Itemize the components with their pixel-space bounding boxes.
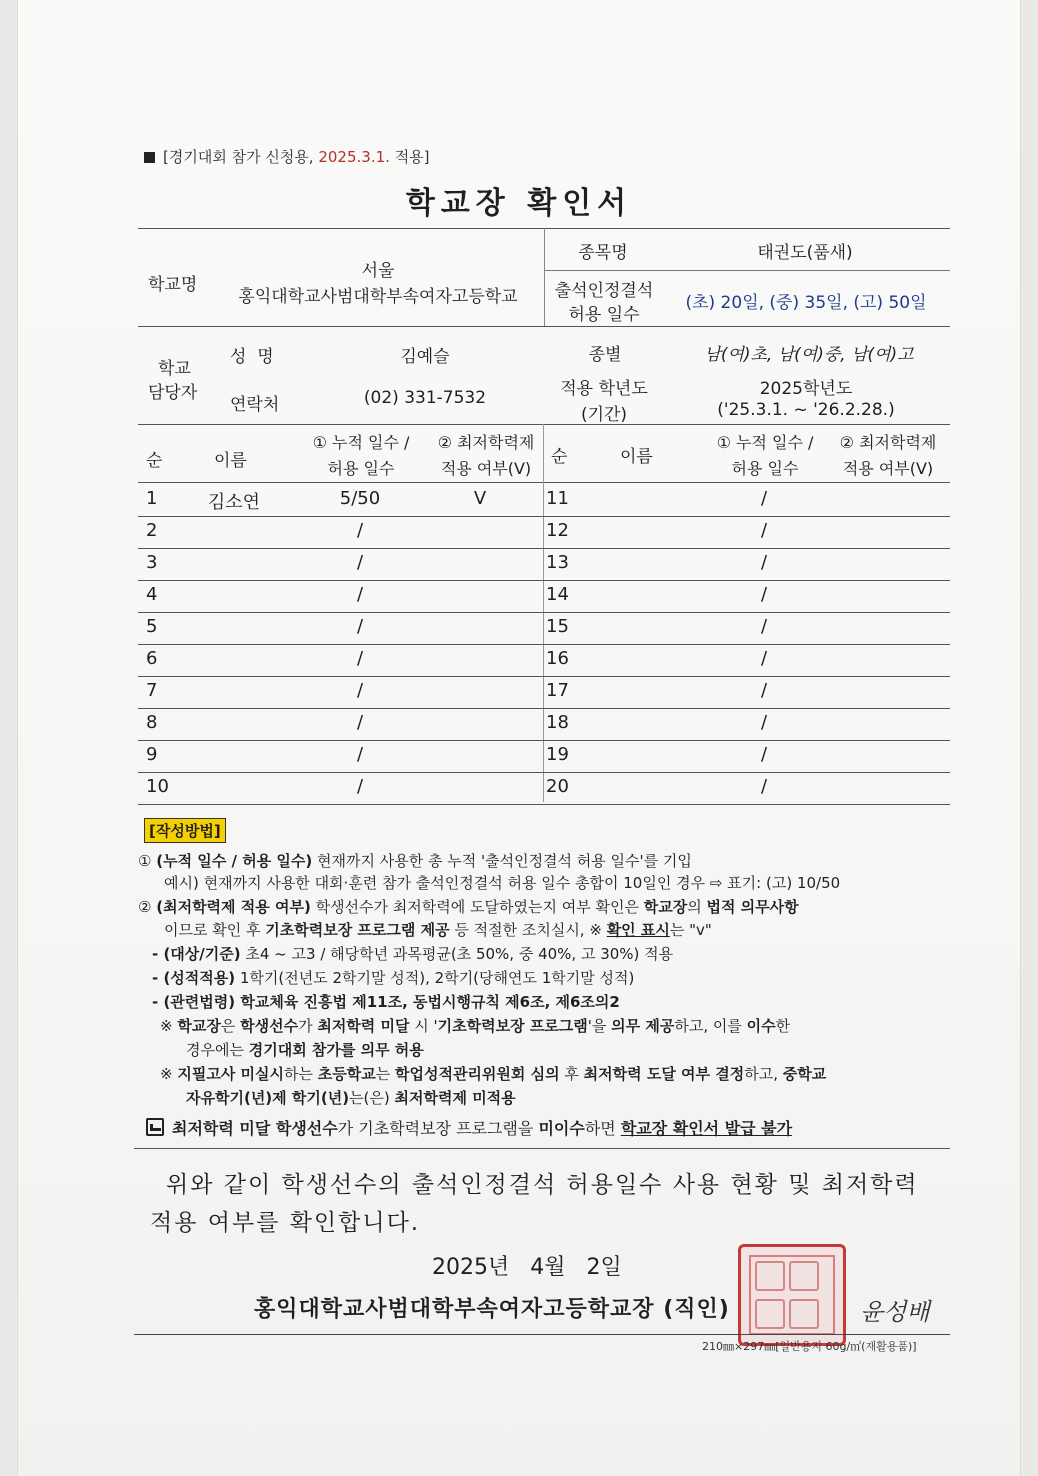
row-no: 20 [546,776,569,797]
school-year-value-2: ('25.3.1. ~ '26.2.28.) [717,400,895,420]
method-line-8: ※ 학교장은 학생선수가 최저학력 미달 시 '기초학력보장 프로그램'을 의무 제공하고, 이를 이수한 [160,1017,791,1035]
row-no: 9 [146,744,158,765]
category-label: 종별 [588,345,622,365]
issue-date: 2025년 4월 2일 [432,1255,622,1280]
col-min-left-2: 적용 여부(V) [440,459,532,478]
row-days: / [760,712,768,733]
row-days: / [760,488,768,509]
row-divider [138,740,950,741]
row-no: 18 [546,712,569,733]
col-name-right: 이름 [620,447,653,467]
row-no: 10 [146,776,169,797]
row-name: 김소연 [207,492,261,513]
row-days: / [356,744,364,765]
allowed-days-value: (초) 20일, (중) 35일, (고) 50일 [685,293,927,313]
row-days: / [760,552,768,573]
square-bullet-icon [144,152,155,163]
row-days: / [356,648,364,669]
row-no: 1 [146,488,158,509]
method-line-9: 경우에는 경기대회 참가를 의무 허용 [186,1041,424,1059]
row-days: / [760,520,768,541]
col-days-left-2: 허용 일수 [327,459,395,478]
school-year-label-2: (기간) [580,405,628,425]
category-value: 남(여)초, 남(여)중, 남(여)고 [704,345,914,365]
row-no: 16 [546,648,569,669]
row-divider [138,676,950,677]
method-tag: [작성방법] [144,818,226,843]
col-days-left-1: ① 누적 일수 / [312,433,410,452]
method-line-1: ① (누적 일수 / 허용 일수) 현재까지 사용한 총 누적 '출석인정결석 허용 일수'를 기입 [138,852,692,870]
school-year-label-1: 적용 학년도 [560,379,648,399]
manager-name: 김예슬 [400,347,450,367]
row-days: / [760,616,768,637]
row-no: 3 [146,552,158,573]
row-divider [138,612,950,613]
row-no: 2 [146,520,158,541]
col-name-left: 이름 [214,451,247,471]
row-days: / [760,744,768,765]
col-days-right-2: 허용 일수 [731,459,799,478]
sport-label: 종목명 [578,243,628,263]
official-seal [738,1244,846,1346]
method-line-3: ② (최저학력제 적용 여부) 학생선수가 최저학력에 도달하였는지 여부 확인은 학교장의 법적 의무사항 [138,898,799,916]
row-divider [138,644,950,645]
row-days: / [760,648,768,669]
row-days: / [356,552,364,573]
method-line-7: - (관련법령) 학교체육 진흥법 제11조, 동법시행규칙 제6조, 제6조의2 [152,993,620,1011]
row-days: / [760,680,768,701]
manager-name-label: 성 명 [230,347,274,367]
school-region: 서울 [361,261,395,281]
school-label: 학교명 [148,275,198,295]
school-year-value-1: 2025학년도 [759,379,853,399]
row-divider [138,772,950,773]
closing-line-2: 적용 여부를 확인합니다. [150,1210,421,1236]
row-days: / [356,712,364,733]
col-min-right-1: ② 최저학력제 [839,433,937,452]
principal-name: 홍익대학교사범대학부속여자고등학교장 (직인) [254,1297,730,1322]
col-min-left-1: ② 최저학력제 [437,433,535,452]
row-no: 7 [146,680,158,701]
row-no: 15 [546,616,569,637]
row-no: 4 [146,584,158,605]
row-divider [138,804,950,805]
row-no: 17 [546,680,569,701]
row-no: 14 [546,584,569,605]
row-no: 8 [146,712,158,733]
row-days: 5/50 [339,488,381,509]
row-divider [138,516,950,517]
row-days: / [356,616,364,637]
row-divider [138,548,950,549]
row-days: / [760,776,768,797]
arrow-box-icon [146,1118,164,1136]
closing-line-1: 위와 같이 학생선수의 출석인정결석 허용일수 사용 현황 및 최저학력 [166,1172,919,1198]
sport-value: 태권도(품새) [757,243,853,263]
method-line-5: - (대상/기준) 초4 ~ 고3 / 해당학년 과목평균(초 50%, 중 40%, 고 30%) 적용 [152,945,674,963]
allowed-days-label-1: 출석인정결석 [554,281,654,301]
col-no-right: 순 [551,447,568,467]
method-line-4: 이므로 확인 후 기초학력보장 프로그램 제공 등 적절한 조치실시, ※ 확인 표시는 "v" [164,921,712,939]
manager-contact: (02) 331-7532 [363,388,487,408]
manager-label-2: 담당자 [148,383,198,403]
row-no: 19 [546,744,569,765]
row-no: 13 [546,552,569,573]
row-days: / [356,584,364,605]
row-divider [138,580,950,581]
col-min-right-2: 적용 여부(V) [842,459,934,478]
document-title: 학교장 확인서 [405,186,633,221]
manager-label-1: 학교 [158,359,191,379]
manager-contact-label: 연락처 [230,395,280,415]
row-no: 11 [546,488,569,509]
col-no-left: 순 [146,451,163,471]
row-no: 5 [146,616,158,637]
row-no: 12 [546,520,569,541]
method-line-10: ※ 지필고사 미실시하는 초등학교는 학업성적관리위원회 심의 후 최저학력 도달 여부 결정하고, 중학교 [160,1065,827,1083]
row-days: / [356,680,364,701]
row-no: 6 [146,648,158,669]
allowed-days-label-2: 허용 일수 [568,305,640,325]
row-days: / [356,776,364,797]
method-line-12: 최저학력 미달 학생선수가 기초학력보장 프로그램을 미이수하면 학교장 확인서 발급 불가 [146,1116,792,1139]
form-usage-note: [경기대회 참가 신청용, 2025.3.1. 적용] [144,146,430,167]
row-days: / [760,584,768,605]
method-line-2: 예시) 현재까지 사용한 대회·훈련 참가 출석인정결석 허용 일수 총합이 10일인 경우 ⇨ 표기: (고) 10/50 [164,874,841,892]
paper-spec-footnote: 210㎜×297㎜[일반용지 60g/㎡(재활용품)] [702,1340,917,1353]
school-name: 홍익대학교사범대학부속여자고등학교 [238,287,518,307]
method-line-11: 자유학기(년)제 학기(년)는(은) 최저학력제 미적용 [186,1089,516,1107]
row-divider [138,708,950,709]
principal-signature: 윤성배 [860,1298,930,1326]
row-days: / [356,520,364,541]
col-days-right-1: ① 누적 일수 / [716,433,814,452]
method-line-6: - (성적적용) 1학기(전년도 2학기말 성적), 2학기(당해연도 1학기말 성적) [152,969,635,987]
row-check: V [473,488,487,509]
